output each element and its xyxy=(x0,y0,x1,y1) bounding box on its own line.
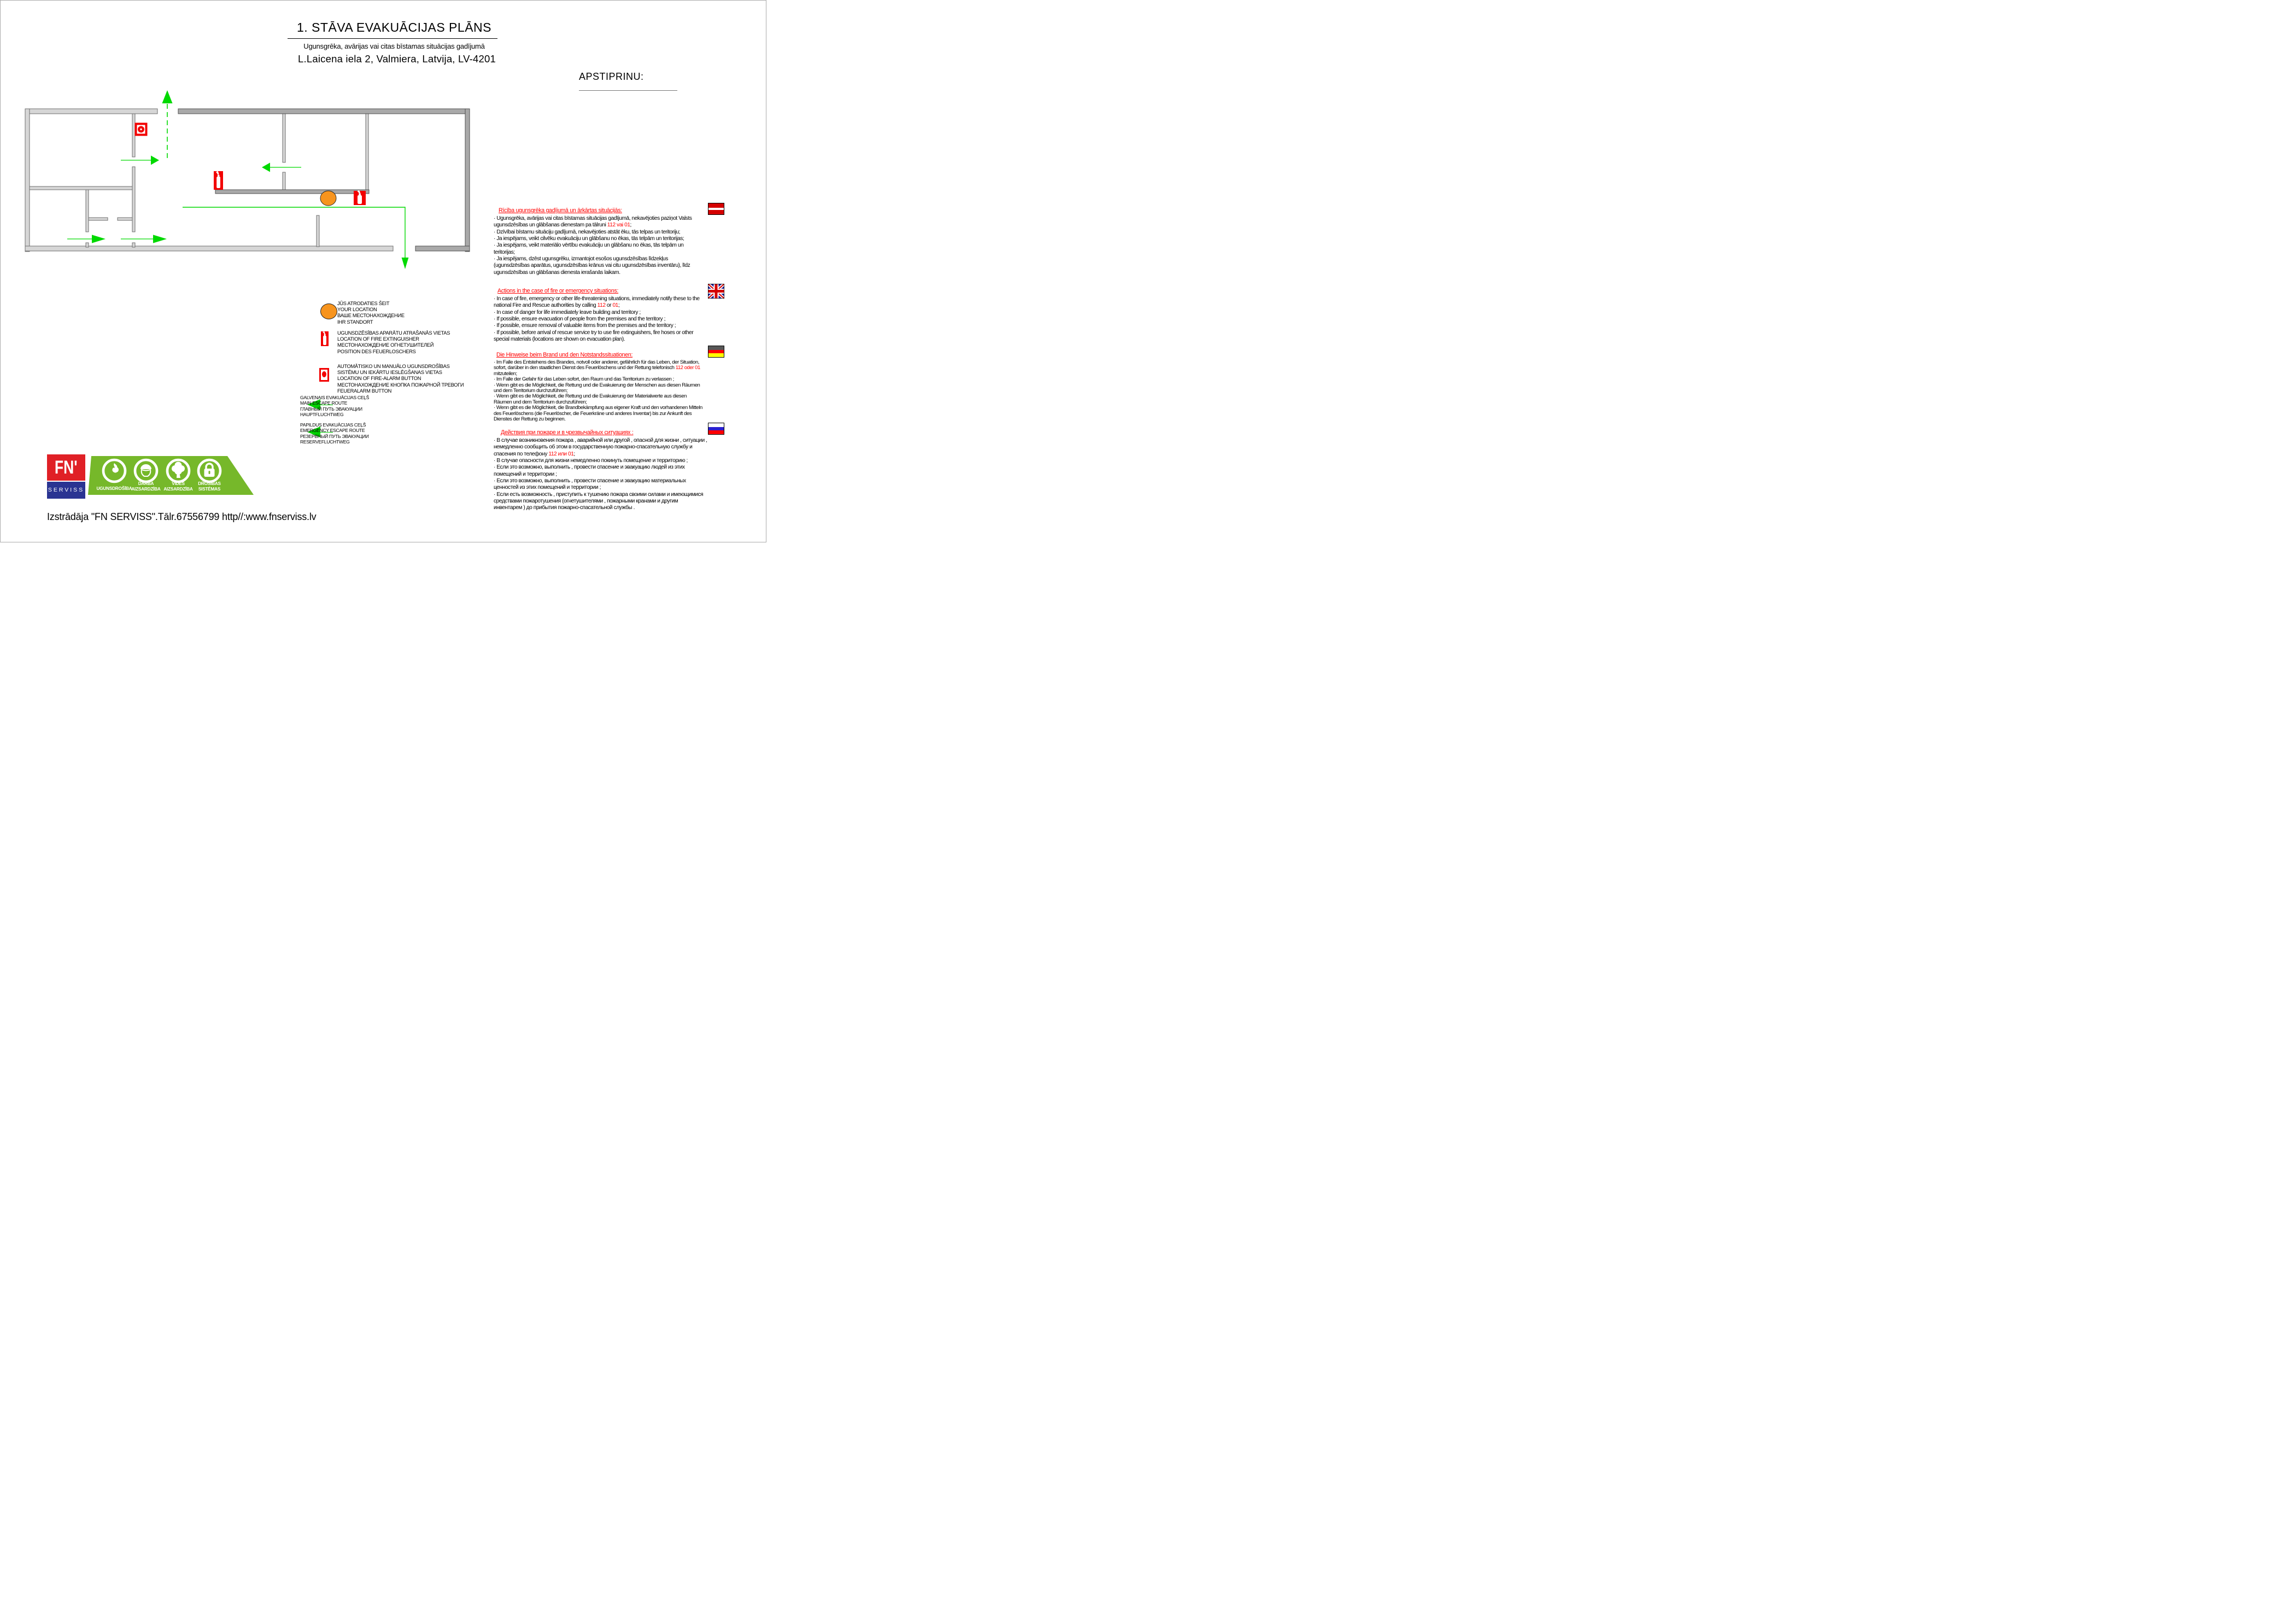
text-line: ГЛАВНЫЙ ПУТЬ ЭВАКУАЦИИ xyxy=(300,406,362,412)
wall-top-right xyxy=(178,109,470,114)
text-line: ВАШЕ МЕСТОНАХОЖДЕНИЕ xyxy=(337,313,405,319)
fn-logo-text: FN' xyxy=(55,457,78,478)
evacuation-plan-page xyxy=(0,0,766,542)
text-line: · Wenn gibt es die Möglichkeit, die Brandbekämpfung aus eigener Kraft und den vorhandenen Mitteln xyxy=(494,405,702,411)
text-line: UGUNSDROŠĪBA xyxy=(96,486,132,491)
text-line: AUTOMĀTISKO UN MANUĀLO UGUNSDROŠĪBAS xyxy=(337,364,450,369)
legend-main-route-text xyxy=(300,395,369,418)
text-line: немедленно сообщить об этом в государственную пожарно-спасательную службу и xyxy=(494,444,693,451)
page-title: 1. STĀVA EVAKUĀCIJAS PLĀNS xyxy=(296,20,491,34)
text-line: sofort, darüber in den staatlichen Dienst des Feuerlöschens und der Rettung telefonisch 112 oder 01 xyxy=(494,365,700,371)
text-line: SISTĒMU UN IEKĀRTU IESLĒGŠANAS VIETAS xyxy=(337,370,442,376)
ru-body xyxy=(494,437,732,512)
you-are-here-dot xyxy=(320,191,336,206)
wall-inner-v1b xyxy=(132,167,135,232)
fire-extinguisher-icon-2 xyxy=(354,190,366,205)
legend-emergency-route-text xyxy=(300,422,369,445)
plan-walls-light xyxy=(25,109,393,252)
arrowhead-exit-up xyxy=(162,90,173,103)
de-stripe xyxy=(708,346,724,350)
legend-you-are-here-icon xyxy=(320,303,337,319)
arrowhead-bottom-2 xyxy=(153,235,167,243)
de-title: Die Hinweise beim Brand und den Notstandssituationen: xyxy=(496,352,633,358)
wall-inner-v2 xyxy=(86,190,89,232)
text-line: помещений и территории ; xyxy=(494,471,557,477)
fn-logo xyxy=(47,454,85,481)
instructions-english xyxy=(494,288,732,343)
ru-stripe xyxy=(708,423,724,427)
text-line: AIZSARDZĪBA xyxy=(163,486,193,492)
alarm-dot xyxy=(322,371,326,377)
text-line: · Ja iespējams, dzēst ugunsgrēku, izmantojot esošos ugunsdzēsības līdzekļus xyxy=(494,256,669,262)
wall-inner-v1a xyxy=(132,114,135,157)
arrowhead-room-a xyxy=(151,156,159,165)
arrowhead-bottom-1 xyxy=(92,235,106,243)
wall-bottom-right xyxy=(415,246,470,251)
wall-inner-v4 xyxy=(366,114,368,190)
wall-inner-v3b xyxy=(283,172,285,190)
text-line: UGUNSDZĒSĪBAS APARĀTU ATRAŠANĀS VIETAS xyxy=(337,330,450,336)
ru-title: Действия при пожаре и в чрезвычайных ситуациях : xyxy=(501,429,634,436)
text-line: DROŠĪBAS xyxy=(198,481,221,486)
wall-stub-right xyxy=(118,218,132,220)
text-line: · If possible, ensure removal of valuable items from the premises and the territory ; xyxy=(494,323,676,329)
text-line: · Im Falle der Gefahr für das Leben sofort, den Raum und das Territorium zu verlassen ; xyxy=(494,376,674,383)
text-line: EMERGENCY ESCAPE ROUTE xyxy=(300,428,365,434)
wall-stub-left xyxy=(89,218,108,220)
text-line: ugunsdzēsības un glābšanas dienesta ierašanās laikam. xyxy=(494,269,620,276)
en-body xyxy=(494,296,732,343)
text-line: (ugunsdzēsības aparātus, ugunsdzēsības krānus vai citu ugunsdzēsības inventāru), līdz xyxy=(494,262,690,269)
text-line: POSITION DES FEUERLOSCHERS xyxy=(337,348,416,354)
text-line: PAPILDUS EVAKUĀCIJAS CEĻŠ xyxy=(300,422,366,428)
wall-bottom-left xyxy=(25,246,393,251)
text-line: LOCATION OF FIRE EXTINGUISHER xyxy=(337,336,419,342)
text-line: · Ja iespējams, veikt materiālo vērtību evakuāciju un glābšanu no ēkas, tās telpām un xyxy=(494,242,684,249)
approval-label: APSTIPRINU: xyxy=(579,71,644,82)
wall-top-left xyxy=(25,109,157,114)
text-line: РЕЗЕРВНЫЙ ПУТЬ ЭВАКУАЦИИ xyxy=(300,433,369,439)
text-line: mitzuteilen; xyxy=(494,370,517,377)
fire-extinguisher-icon-1 xyxy=(214,171,223,190)
text-line: FEUERALARM BUTTON xyxy=(337,388,392,394)
text-line: und dem Territorium durchzuführen; xyxy=(494,388,568,394)
evacuation-route-arrowheads xyxy=(92,90,408,269)
lv-body xyxy=(494,215,732,276)
text-line: · Im Falle des Entstehens des Brandes, notvoll oder anderer, gefährlich für das Leben, der Situation, xyxy=(494,359,699,365)
text-line: · В случае опасности для жизни немедленно покинуть помещение и территорию ; xyxy=(494,458,688,464)
text-line: · Если есть возможность , приступить к тушению пожара своими силами и имеющимися xyxy=(494,491,704,498)
text-line: YOUR LOCATION xyxy=(337,307,377,313)
page-subtitle: Ugunsgrēka, avārijas vai citas bīstamas situācijas gadījumā xyxy=(303,42,485,50)
text-line: GALVENAIS EVAKUĀCIJAS CEĻŠ xyxy=(300,395,370,400)
text-line: · In case of danger for life immediately leave building and territory ; xyxy=(494,309,641,316)
wall-corridor-left xyxy=(30,186,132,190)
fire-alarm-button-icon xyxy=(136,124,147,135)
serviss-logo-text: SERVISS xyxy=(48,487,85,493)
text-line: teritorijas; xyxy=(494,249,515,255)
page-address: L.Laicena iela 2, Valmiera, Latvija, LV-4201 xyxy=(298,53,496,65)
text-line: МЕСТОНАХОЖДЕНИЕ КНОПКА ПОЖАРНОЙ ТРЕВОГИ xyxy=(337,382,464,388)
services-banner xyxy=(83,454,263,501)
text-line: ugunsdzēsības un glābšanas dienestam pa tālruni 112 vai 01; xyxy=(494,222,631,229)
text-line: · Wenn gibt es die Möglichkeit, die Rettung und die Evakuierung der Menschen aus diesen Räumen xyxy=(494,382,700,388)
text-line: МЕСТОНАХОЖДЕНИЕ ОГНЕТУШИТЕЛЕЙ xyxy=(337,342,434,348)
text-line: средствами пожаротушения (огнетушителями , пожарными кранами и другим xyxy=(494,498,678,505)
text-line: des Feuerlöschens (die Feuerlöscher, die Feuerkräne und anderes Inventar) bis zur Ankunft des xyxy=(494,410,692,417)
text-line: · If possible, before arrival of rescue service try to use fire extinguishers, fire hoses or other xyxy=(494,329,694,336)
text-line: · Ugunsgrēka, avārijas vai citas bīstamas situācijas gadījumā, nekavējoties paziņot Valsts xyxy=(494,215,692,221)
text-line: · В случае возникновения пожара , аварийной или другой , опасной для жизни , ситуации , xyxy=(494,437,707,443)
arrowhead-room-c xyxy=(262,163,270,172)
text-line: LOCATION OF FIRE-ALARM BUTTON xyxy=(337,376,421,382)
banner-label-security xyxy=(188,481,231,492)
legend-fire-alarm-icon xyxy=(319,368,329,382)
wall-corridor-right xyxy=(215,190,369,194)
instructions-german xyxy=(494,352,732,422)
legend-extinguisher-icon xyxy=(321,331,329,346)
wall-inner-v3a xyxy=(283,114,285,162)
text-line: · If possible, ensure evacuation of people from the premises and the territory ; xyxy=(494,316,665,323)
text-line: спасения по телефону 112 или 01; xyxy=(494,451,575,457)
footer-credit: Izstrādāja "FN SERVISS".Tālr.67556799 http//:www.fnserviss.lv xyxy=(47,511,317,522)
text-line: инвентарем ) до прибытия пожарно-спасательной службы . xyxy=(494,505,635,511)
text-line: · Dzīvībai bīstamu situāciju gadījumā, nekavējoties atstāt ēku, tās telpas un teritoriju; xyxy=(494,229,681,235)
text-line: JŪS ATRODATIES ŠEIT xyxy=(337,301,390,306)
text-line: · Ja iespējams, veikt cilvēku evakuāciju un glābšanu no ēkas, tās telpām un teritorijas; xyxy=(494,236,684,242)
text-line: Dienstes der Rettung zu beginnen. xyxy=(494,416,566,423)
lv-title: Rīcība ugunsgrēka gadījumā un ārkārtas situācijās: xyxy=(499,207,622,214)
text-line: special materials (locations are shown on evacuation plan). xyxy=(494,336,625,343)
wall-inner-v1-stub xyxy=(132,243,135,247)
text-line: SISTĒMAS xyxy=(198,486,221,492)
text-line: IHR STANDORT xyxy=(337,319,373,325)
wall-outer-left xyxy=(25,109,30,252)
wall-inner-v5 xyxy=(317,215,319,247)
legend-extinguisher-text xyxy=(337,330,450,355)
text-line: · Если это возможно, выполнить , провести спасение и эвакуацию людей из этих xyxy=(494,464,685,471)
wall-inner-v2-stub xyxy=(86,243,89,247)
legend-alarm-text xyxy=(337,364,464,394)
text-line: AIZSARDZĪBA xyxy=(131,486,161,492)
text-line: RESERVEFLUCHTWEG xyxy=(300,439,350,445)
arrowhead-exit-down xyxy=(402,258,409,269)
text-line: HAUPTFLUCHTWEG xyxy=(300,412,344,418)
en-title: Actions in the case of fire or emergency situations: xyxy=(497,288,619,294)
wall-outer-right xyxy=(465,109,470,252)
text-line: · In case of fire, emergency or other life-threatening situations, immediately notify these to the xyxy=(494,296,700,302)
text-line: DARBA xyxy=(138,481,154,486)
text-line: MAIN ESCAPE ROUTE xyxy=(300,400,348,406)
de-body xyxy=(494,360,732,422)
instructions-russian xyxy=(494,429,732,512)
instructions-latvian xyxy=(494,207,732,276)
serviss-logo xyxy=(47,482,85,499)
text-line: national Fire and Rescue authorities by calling 112 or 01; xyxy=(494,302,620,309)
legend-location-text xyxy=(337,301,405,325)
text-line: VIDES xyxy=(172,481,185,486)
text-line: Räumen und dem Territorium durchzuführen; xyxy=(494,399,587,405)
text-line: · Wenn gibt es die Möglichkeit, die Rettung und die Evakuierung der Materialwerte aus diesen xyxy=(494,393,687,400)
evacuation-route-lines xyxy=(67,103,405,258)
text-line: ценностей из этих помещений и территории ; xyxy=(494,484,601,491)
text-line: · Если это возможно, выполнить , провести спасение и эвакуацию материальных xyxy=(494,478,686,484)
